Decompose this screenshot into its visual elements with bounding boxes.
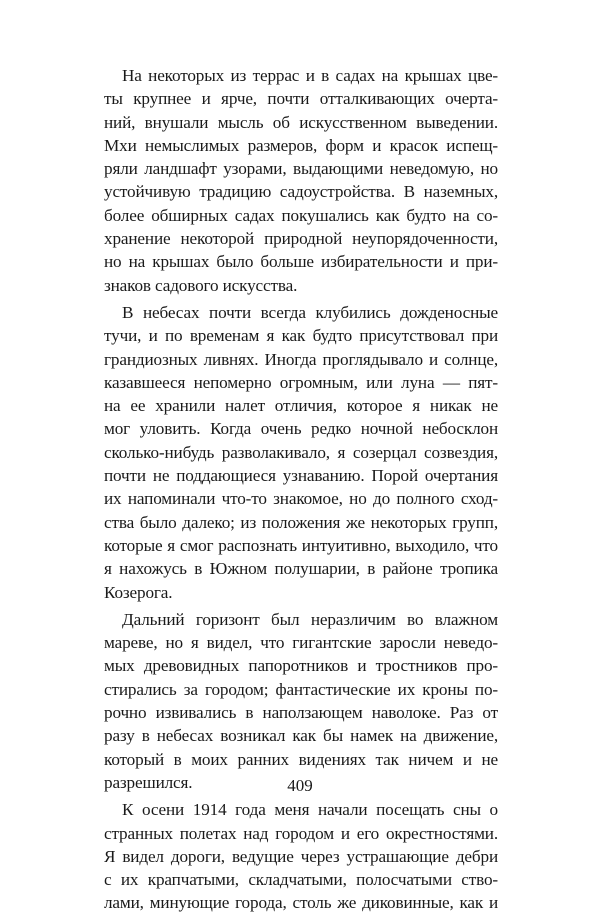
text-line: ты крупнее и ярче, почти отталкивающих очерта- (104, 89, 498, 109)
text-line: тучи, и по временам я как будто присутствовал при (104, 326, 498, 346)
text-line: которые я смог распознать интуитивно, выходило, что (104, 535, 498, 555)
text-line: хранение некоторой природной неупорядоченности, (104, 229, 498, 249)
text-line: более обширных садах покушались как будто на со- (104, 205, 498, 225)
text-line: почти не поддающиеся узнаванию. Порой очертания (104, 466, 498, 486)
text-line: который в моих ранних видениях так ничем и не (104, 749, 498, 769)
page-number: 409 (287, 776, 313, 795)
text-line: казавшееся непомерно огромным, или луна — пят- (104, 372, 498, 392)
text-line: но на крышах было больше избирательности и при- (104, 252, 498, 272)
text-line: В небесах почти всегда клубились дожденосные (122, 302, 498, 322)
text-line: ряли ландшафт узорами, выдающими неведомую, но (104, 159, 498, 179)
text-line: мареве, но я видел, что гигантские заросли неведо- (104, 633, 498, 653)
text-line: К осени 1914 года меня начали посещать сны о (122, 800, 498, 820)
text-line: Мхи немыслимых размеров, форм и красок испещ- (104, 135, 498, 155)
text-line: На некоторых из террас и в садах на крышах цве- (122, 66, 498, 85)
text-line: сколько-нибудь разволакивало, я созерцал созвездия, (104, 442, 498, 462)
paragraph (104, 798, 498, 914)
paragraph (104, 301, 498, 604)
text-line: грандиозных ливнях. Иногда проглядывало и солнце, (104, 349, 498, 369)
paragraph (104, 64, 498, 297)
text-line: стирались за городом; фантастические их кроны по- (104, 679, 498, 699)
text-line: Козерога. (104, 582, 173, 602)
text-line: Дальний горизонт был неразличим во влажном (122, 609, 498, 629)
text-line: Я видел дороги, ведущие через устрашающие дебри (104, 846, 498, 866)
text-line: рочно извивались в наползающем наволоке. Раз от (104, 703, 498, 723)
text-line: знаков садового искусства. (104, 275, 298, 295)
text-line: мых древовидных папоротников и тростников про- (104, 656, 498, 676)
text-line: разрешился. (104, 772, 193, 792)
text-line: мог уловить. Когда очень редко ночной небосклон (104, 419, 498, 439)
text-line: ства было далеко; из положения же некоторых групп, (104, 512, 498, 532)
text-line: странных полетах над городом и его окрестностями. (104, 823, 498, 843)
text-line: я нахожусь в Южном полушарии, в районе тропика (104, 559, 498, 579)
paragraph (104, 608, 498, 794)
text-line: устойчивую традицию садоустройства. В наземных, (104, 182, 498, 202)
text-line: с их крапчатыми, складчатыми, полосчатыми ство- (104, 870, 498, 890)
text-line: разу в небесах возникал как бы намек на движение, (104, 726, 498, 746)
text-line: ний, внушали мысль об искусственном выведении. (104, 112, 498, 132)
text-line: их напоминали что-то знакомое, но до полного сход- (104, 489, 498, 509)
text-line: лами, минующие города, столь же диковинные, как и (104, 893, 498, 913)
text-line: на ее хранили налет отличия, которое я никак не (104, 396, 498, 416)
